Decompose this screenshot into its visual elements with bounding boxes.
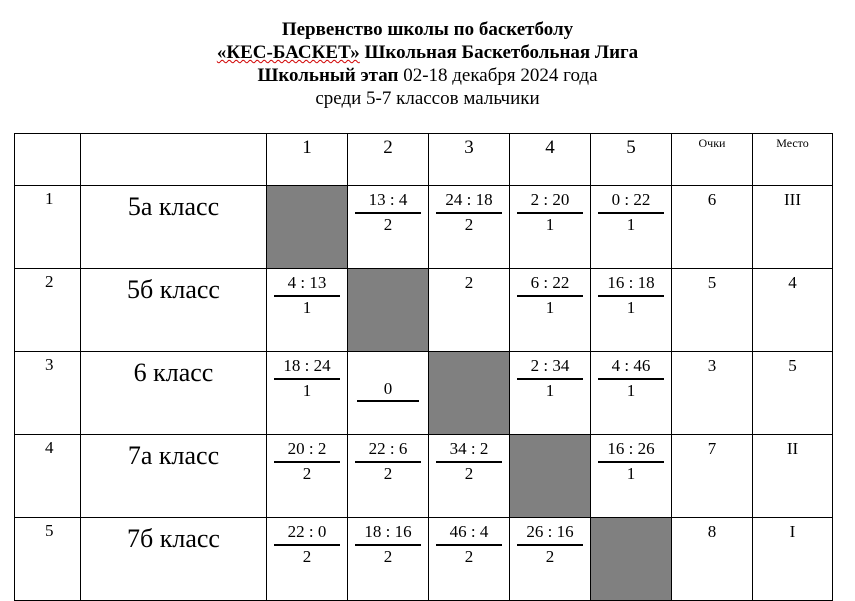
col-number: 2 — [348, 134, 429, 186]
match-points: 2 — [464, 547, 474, 566]
team-name: 5а класс — [81, 186, 267, 269]
team-name: 7б класс — [81, 518, 267, 601]
points-value: 7 — [672, 435, 753, 518]
self-match-cell — [510, 435, 591, 518]
match-score: 2 : 20 — [517, 190, 583, 214]
points-value: 3 — [672, 352, 753, 435]
place-header: Место — [753, 134, 833, 186]
league-name: «КЕС-БАСКЕТ» — [216, 42, 360, 63]
match-points: 1 — [626, 298, 636, 317]
match-score: 24 : 18 — [436, 190, 502, 214]
match-score: 20 : 2 — [274, 439, 340, 463]
match-cell — [510, 352, 591, 435]
match-cell — [510, 186, 591, 269]
match-points: 1 — [545, 381, 555, 400]
match-cell — [510, 269, 591, 352]
match-points: 2 — [464, 215, 474, 234]
header-empty-num — [15, 134, 81, 186]
match-points: 1 — [626, 215, 636, 234]
match-cell — [267, 435, 348, 518]
match-points: 0 — [357, 379, 419, 402]
match-points: 2 — [302, 464, 312, 483]
row-number: 4 — [15, 435, 81, 518]
match-points: 2 — [464, 273, 474, 292]
row-number: 3 — [15, 352, 81, 435]
self-match-cell — [429, 352, 510, 435]
row-number: 1 — [15, 186, 81, 269]
table-row — [15, 435, 833, 518]
self-match-cell — [267, 186, 348, 269]
self-match-cell — [348, 269, 429, 352]
place-value: II — [753, 435, 833, 518]
team-name: 6 класс — [81, 352, 267, 435]
match-score: 16 : 18 — [598, 273, 664, 297]
place-value: I — [753, 518, 833, 601]
league-subtitle: Школьная Баскетбольная Лига — [359, 42, 639, 63]
match-score: 18 : 24 — [274, 356, 340, 380]
place-value: 4 — [753, 269, 833, 352]
header-row — [15, 134, 833, 186]
col-number: 1 — [267, 134, 348, 186]
header-empty-team — [81, 134, 267, 186]
match-cell — [591, 269, 672, 352]
col-number: 5 — [591, 134, 672, 186]
match-points: 2 — [383, 215, 393, 234]
team-name: 7а класс — [81, 435, 267, 518]
standings-table — [14, 133, 833, 601]
stage-label: Школьный этап — [257, 65, 399, 86]
match-score: 26 : 16 — [517, 522, 583, 546]
match-score: 6 : 22 — [517, 273, 583, 297]
match-points: 1 — [302, 381, 312, 400]
match-points: 2 — [383, 547, 393, 566]
match-points: 1 — [626, 464, 636, 483]
match-score: 46 : 4 — [436, 522, 502, 546]
participants-line: среди 5-7 классов мальчики — [315, 88, 540, 109]
match-score: 4 : 46 — [598, 356, 664, 380]
row-number: 5 — [15, 518, 81, 601]
match-score: 0 : 22 — [598, 190, 664, 214]
place-value: 5 — [753, 352, 833, 435]
match-cell — [267, 269, 348, 352]
match-points: 1 — [545, 215, 555, 234]
match-cell — [348, 518, 429, 601]
match-points: 1 — [302, 298, 312, 317]
table-row — [15, 186, 833, 269]
match-cell — [429, 186, 510, 269]
match-points: 2 — [383, 464, 393, 483]
match-cell — [591, 352, 672, 435]
match-score: 4 : 13 — [274, 273, 340, 297]
match-score: 34 : 2 — [436, 439, 502, 463]
match-cell — [348, 352, 429, 435]
match-score: 22 : 6 — [355, 439, 421, 463]
match-points: 2 — [302, 547, 312, 566]
points-header: Очки — [672, 134, 753, 186]
match-score: 16 : 26 — [598, 439, 664, 463]
league-title — [0, 41, 855, 64]
table-row — [15, 352, 833, 435]
place-value: III — [753, 186, 833, 269]
document-header — [0, 18, 855, 110]
stage-line — [0, 64, 855, 87]
row-number: 2 — [15, 269, 81, 352]
table-row — [15, 518, 833, 601]
points-value: 6 — [672, 186, 753, 269]
points-value: 5 — [672, 269, 753, 352]
match-points: 2 — [545, 547, 555, 566]
match-cell — [429, 518, 510, 601]
stage-dates: 02-18 декабря 2024 года — [398, 65, 598, 86]
match-points: 1 — [626, 381, 636, 400]
match-score: 13 : 4 — [355, 190, 421, 214]
match-cell — [591, 186, 672, 269]
match-cell — [348, 435, 429, 518]
self-match-cell — [591, 518, 672, 601]
match-cell — [429, 269, 510, 352]
match-cell — [267, 518, 348, 601]
match-score: 18 : 16 — [355, 522, 421, 546]
match-score: 22 : 0 — [274, 522, 340, 546]
match-cell — [429, 435, 510, 518]
table-row — [15, 269, 833, 352]
match-points: 1 — [545, 298, 555, 317]
match-cell — [267, 352, 348, 435]
col-number: 4 — [510, 134, 591, 186]
tournament-title: Первенство школы по баскетболу — [281, 19, 574, 40]
match-points: 2 — [464, 464, 474, 483]
match-cell — [510, 518, 591, 601]
match-cell — [348, 186, 429, 269]
match-cell — [591, 435, 672, 518]
points-value: 8 — [672, 518, 753, 601]
match-score: 2 : 34 — [517, 356, 583, 380]
team-name: 5б класс — [81, 269, 267, 352]
col-number: 3 — [429, 134, 510, 186]
